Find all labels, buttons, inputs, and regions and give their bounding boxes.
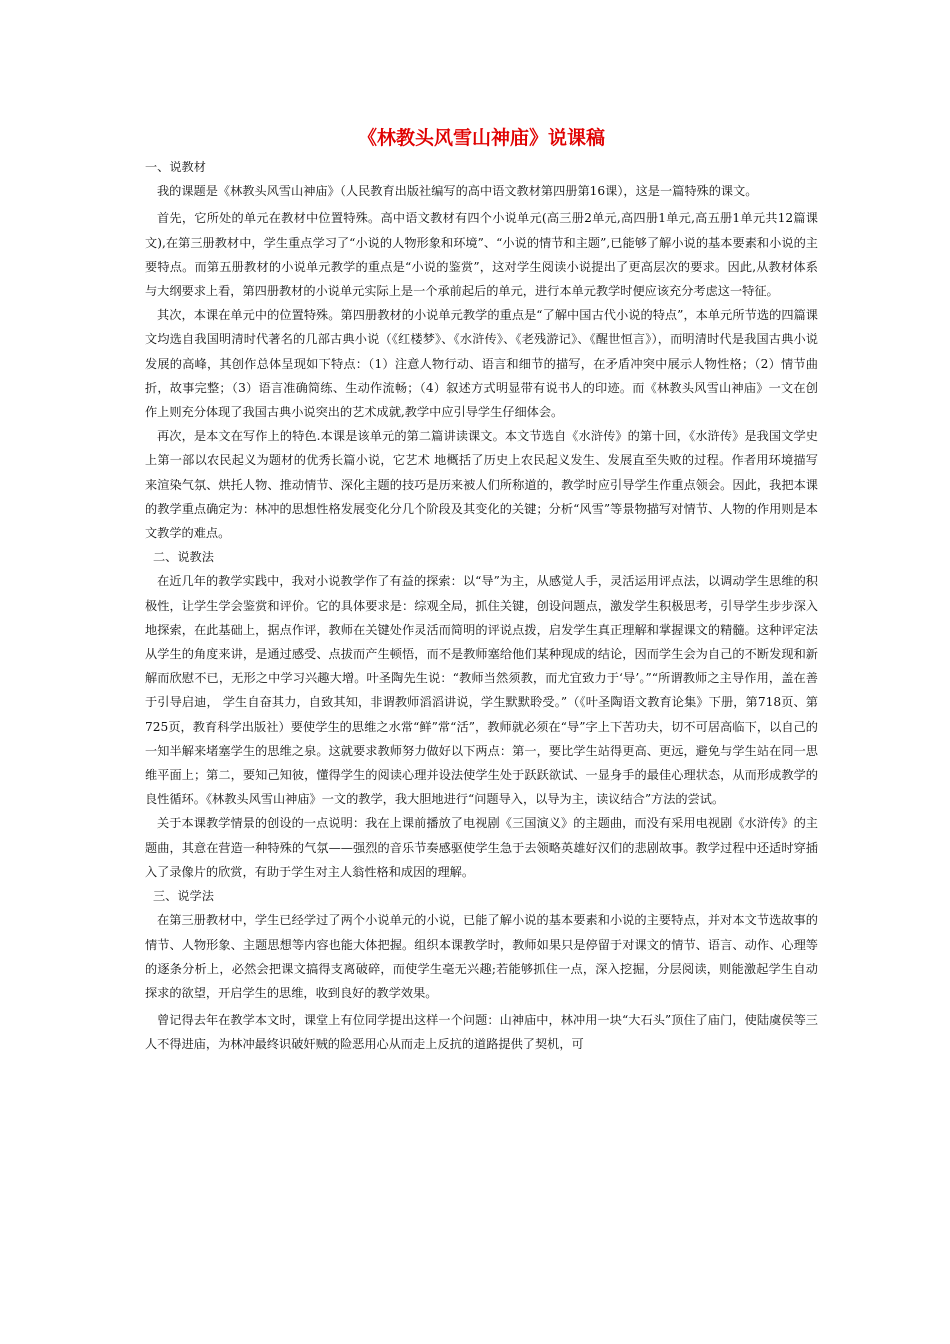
paragraph: 关于本课教学情景的创设的一点说明：我在上课前播放了电视剧《三国演义》的主题曲，而没有采用电视剧《水浒传》的主题曲，其意在营造一种特殊的气氛——强烈的音乐节奏感驱使学生急于去领略英雄好汉们的悲剧故事。教学过程中还适时穿插入了录像片的欣赏，有助于学生对主人翁性格和成因的理解。 xyxy=(145,816,818,879)
paragraph: 在近几年的教学实践中，我对小说教学作了有益的探索：以“导”为主，从感觉人手，灵活运用评点法，以调动学生思维的积极性，让学生学会鉴赏和评价。它的具体要求是：综观全局，抓住关键，创设问题点，激发学生积极思考，引导学生步步深入地探索，在此基础上，据点作评，教师在关键处作灵活而简明的评说点拨，启发学生真正理解和掌握课文的精髓。这种评定法从学生的角度来讲，是通过感受、点拔而产生顿悟，而不是教师塞给他们某种现成的结论，因而学生会为自己的不断发现和新解而欣慰不已，无形之中学习兴趣大增。叶圣陶先生说：“教师当然须教，而尤宜致力于‘导’。”“所谓教师之主导作用，盖在善于引导启迪， 学生自奋其力，自致其知，非谓教师滔滔讲说，学生默默聆受。”（《叶圣陶语文教育论集》下册，第718页、第725页，教育科学出版社）要使学生的思维之水常“鲜”常“活”，教师就必须在“导”字上下苦功夫，切不可居高临下，以自己的一知半解来堵塞学生的思维之泉。这就要求教师努力做好以下两点：第一，要比学生站得更高、更远，避免与学生站在同一思维平面上；第二，要知己知彼，懂得学生的阅读心理并设法使学生处于跃跃欲试、一显身手的最佳心理状态，从而形成教学的良性循环。《林教头风雪山神庙》一文的教学，我大胆地进行“问题导入，以导为主，读议结合”方法的尝试。 xyxy=(145,574,818,807)
paragraph: 首先，它所处的单元在教材中位置特殊。高中语文教材有四个小说单元(高三册2单元,高四册1单元,高五册1单元共12篇课文),在第三册教材中，学生重点学习了“小说的人物形象和环境”、“小说的情节和主题”,已能够了解小说的基本要素和小说的主要特点。而第五册教材的小说单元教学的重点是“小说的鉴赏”，这对学生阅读小说提出了更高层次的要求。因此,从教材体系与大纲要求上看，第四册教材的小说单元实际上是一个承前起后的单元，进行本单元教学时便应该充分考虑这一特征。 xyxy=(145,211,818,299)
section-heading-teaching-material: 一、说教材 xyxy=(145,160,206,174)
paragraph: 在第三册教材中，学生已经学过了两个小说单元的小说，已能了解小说的基本要素和小说的主要特点，并对本文节选故事的情节、人物形象、主题思想等内容也能大体把握。组织本课教学时，教师如果只是停留于对课文的情节、语言、动作、心理等的逐条分析上，必然会把课文搞得支离破碎，而使学生毫无兴趣;若能够抓住一点，深入挖掘，分层阅读，则能激起学生自动探求的欲望，开启学生的思维，收到良好的教学效果。 xyxy=(145,913,818,1000)
section-heading-learning-method: 三、说学法 xyxy=(153,889,214,904)
paragraph: 我的课题是《林教头风雪山神庙》（人民教育出版社编写的高中语文教材第四册第16课），这是一篇特殊的课文。 xyxy=(157,184,758,199)
section-heading-teaching-method: 二、说教法 xyxy=(153,550,214,565)
paragraph: 曾记得去年在教学本文时，课堂上有位同学提出这样一个问题：山神庙中，林冲用一块“大石头”顶住了庙门，使陆虞侯等三人不得进庙，为林冲最终识破奸贼的险恶用心从而走上反抗的道路提供了契机，可 xyxy=(145,1013,818,1052)
paragraph: 再次，是本文在写作上的特色.本课是该单元的第二篇讲读课文。本文节选自《水浒传》的第十回，《水浒传》是我国文学史上第一部以农民起义为题材的优秀长篇小说，它艺术 地概括了历史上农民起义发生、发展直至失败的过程。作者用环境描写来渲染气氛、烘托人物、推动情节、深化主题的技巧是历来被人们所称道的，教学时应引导学生作重点领会。因此，我把本课的教学重点确定为：林冲的思想性格发展变化分几个阶段及其变化的关键；分析“风雪”等景物描写对情节、人物的作用则是本文教学的难点。 xyxy=(145,429,818,541)
document-title: 《林教头风雪山神庙》说课稿 xyxy=(357,127,605,149)
paragraph: 其次，本课在单元中的位置特殊。第四册教材的小说单元教学的重点是“了解中国古代小说的特点”，本单元所节选的四篇课文均选自我国明清时代著名的几部古典小说（《红楼梦》、《水浒传》、《老残游记》、《醒世恒言》），而明清时代是我国古典小说发展的高峰，其创作总体呈现如下特点：（1）注意人物行动、语言和细节的描写，在矛盾冲突中展示人物性格；（2）情节曲折，故事完整；（3）语言准确简练、生动作流畅；（4）叙述方式明显带有说书人的印迹。而《林教头风雪山神庙》一文在创作上则充分体现了我国古典小说突出的艺术成就,教学中应引导学生仔细体会。 xyxy=(145,308,818,420)
